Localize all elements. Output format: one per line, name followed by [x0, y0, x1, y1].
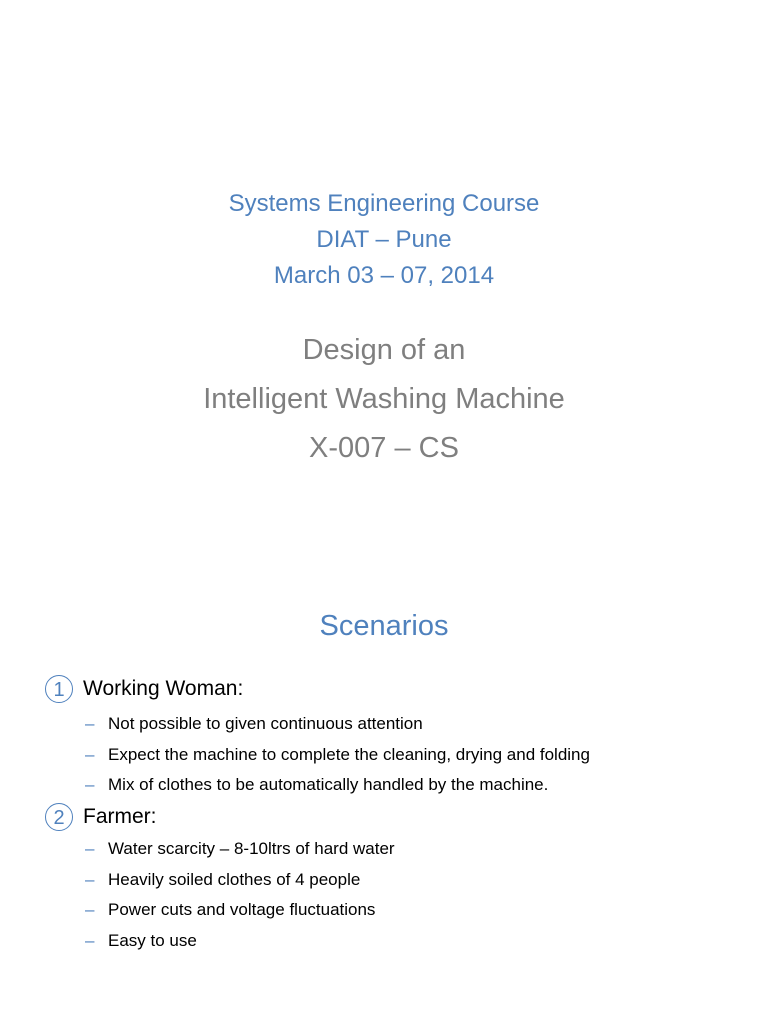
- title-line-3: X-007 – CS: [309, 432, 459, 464]
- list-item: [45, 770, 745, 801]
- dash-bullet-icon: –: [85, 930, 95, 950]
- scenario-farmer: [45, 802, 745, 956]
- bullet-text: Not possible to given continuous attention: [108, 714, 423, 733]
- bullet-list: [45, 834, 745, 956]
- bullet-list: [45, 709, 745, 801]
- list-item: [45, 834, 745, 865]
- bullet-text: Expect the machine to complete the cleaning, drying and folding: [108, 744, 590, 764]
- dash-bullet-icon: –: [85, 714, 95, 733]
- scenario-header: [45, 802, 745, 832]
- title-line-1: Design of an: [302, 334, 466, 366]
- bullet-text: Power cuts and voltage fluctuations: [108, 900, 376, 919]
- scenario-title: Farmer:: [83, 805, 157, 828]
- dash-bullet-icon: –: [85, 775, 95, 794]
- dash-bullet-icon: –: [85, 900, 95, 919]
- scenario-working-woman: [45, 674, 745, 801]
- course-info: [0, 186, 768, 294]
- list-item: [45, 926, 745, 957]
- bullet-text: Easy to use: [108, 930, 197, 950]
- course-name: Systems Engineering Course: [228, 190, 540, 217]
- dash-bullet-icon: –: [85, 869, 95, 889]
- circled-number-icon: 1: [45, 675, 73, 703]
- bullet-text: Water scarcity – 8-10ltrs of hard water: [108, 839, 395, 858]
- list-item: [45, 740, 745, 771]
- dash-bullet-icon: –: [85, 744, 95, 764]
- title-line-2: Intelligent Washing Machine: [203, 383, 565, 415]
- bullet-text: Mix of clothes to be automatically handled by the machine.: [108, 775, 549, 794]
- circled-number-icon: 2: [45, 803, 73, 831]
- bullet-text: Heavily soiled clothes of 4 people: [108, 869, 361, 889]
- dash-bullet-icon: –: [85, 839, 95, 858]
- scenario-title: Working Woman:: [83, 677, 244, 700]
- list-item: [45, 709, 745, 740]
- list-item: [45, 865, 745, 896]
- course-dates: March 03 – 07, 2014: [273, 262, 495, 289]
- list-item: [45, 895, 745, 926]
- scenario-header: [45, 674, 745, 704]
- course-location: DIAT – Pune: [316, 226, 452, 253]
- section-heading: Scenarios: [319, 610, 449, 642]
- document-title: [0, 326, 768, 473]
